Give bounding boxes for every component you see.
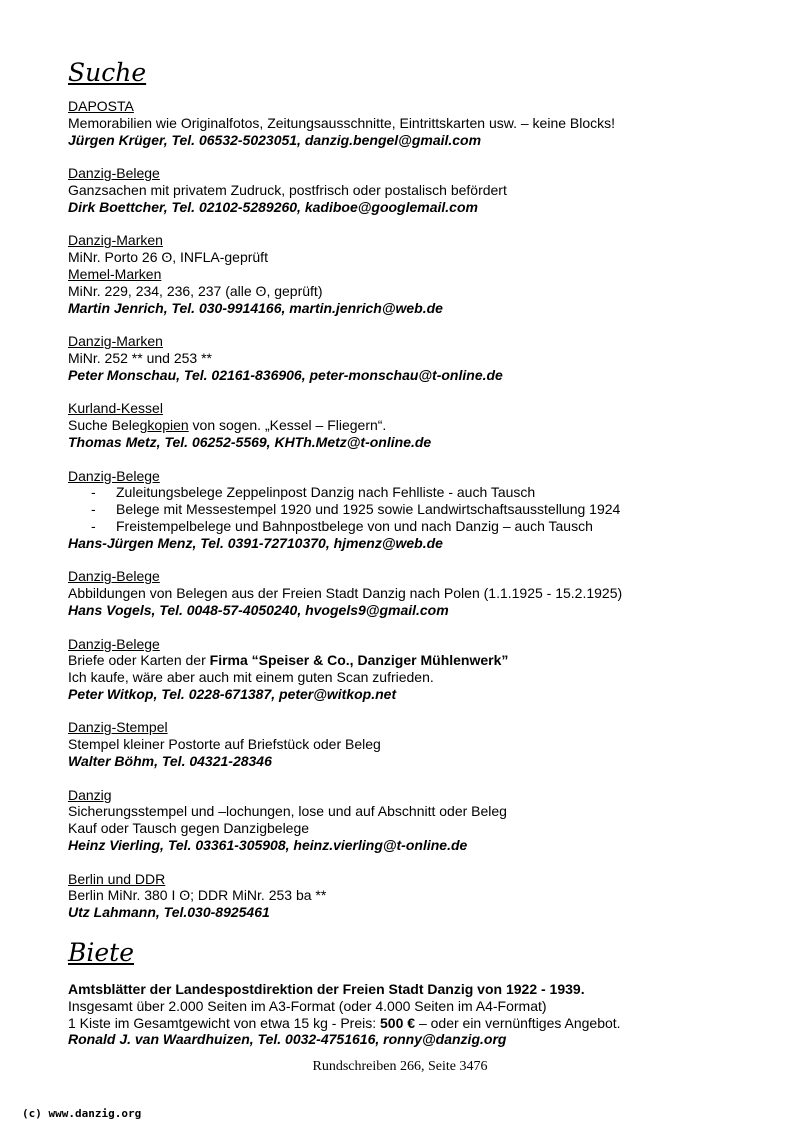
entry-bullet-list bbox=[68, 484, 768, 534]
entry-category: Danzig-Belege bbox=[68, 568, 160, 585]
wanted-entry bbox=[68, 787, 768, 854]
wanted-entry bbox=[68, 333, 768, 383]
entry-category: Danzig-Marken bbox=[68, 232, 163, 249]
page-footer: Rundschreiben 266, Seite 3476 bbox=[312, 1059, 488, 1074]
entry-contact: Heinz Vierling, Tel. 03361-305908, heinz.vierling@t-online.de bbox=[68, 837, 468, 854]
entry-text: Abbildungen von Belegen aus der Freien Stadt Danzig nach Polen (1.1.1925 - 15.2.1925) bbox=[68, 585, 623, 602]
entry-contact: Peter Monschau, Tel. 02161-836906, peter-monschau@t-online.de bbox=[68, 366, 503, 383]
offer-text-part: 1 Kiste im Gesamtgewicht von etwa 15 kg - Preis: bbox=[68, 1014, 381, 1031]
entry-category: Danzig bbox=[68, 786, 112, 803]
entry-contact: Walter Böhm, Tel. 04321-28346 bbox=[68, 753, 272, 770]
wanted-entry bbox=[68, 568, 768, 618]
entry-category: Danzig-Belege bbox=[68, 635, 160, 652]
entry-category: Danzig-Marken bbox=[68, 333, 163, 350]
entry-contact: Jürgen Krüger, Tel. 06532-5023051, danzig.bengel@gmail.com bbox=[68, 131, 482, 148]
entry-text: MiNr. 229, 234, 236, 237 (alle ʘ, geprüft) bbox=[68, 282, 323, 299]
entry-contact: Thomas Metz, Tel. 06252-5569, KHTh.Metz@t-online.de bbox=[68, 433, 432, 450]
entry-text-underlined: kopien bbox=[147, 417, 189, 434]
offer-entry bbox=[68, 981, 768, 1048]
entry-text: Sicherungsstempel und –lochungen, lose und auf Abschnitt oder Beleg bbox=[68, 803, 507, 820]
offer-text-part: – oder ein vernünftiges Angebot. bbox=[415, 1014, 621, 1031]
entry-category: DAPOSTA bbox=[68, 98, 134, 114]
entry-text: Berlin MiNr. 380 I ʘ; DDR MiNr. 253 ba ** bbox=[68, 887, 327, 904]
entry-category: Kurland-Kessel bbox=[68, 400, 163, 417]
wanted-entry bbox=[68, 468, 768, 552]
wanted-entry bbox=[68, 165, 768, 215]
section-heading-biete: Biete bbox=[68, 938, 135, 967]
wanted-list bbox=[68, 98, 768, 938]
entry-text: MiNr. 252 ** und 253 ** bbox=[68, 349, 212, 366]
copyright-notice: (c) www.danzig.org bbox=[22, 1107, 142, 1120]
entry-contact: Utz Lahmann, Tel.030-8925461 bbox=[68, 904, 270, 921]
list-item: - Freistempelbelege und Bahnpostbelege von und nach Danzig – auch Tausch bbox=[68, 518, 768, 535]
entry-contact: Hans Vogels, Tel. 0048-57-4050240, hvogels9@gmail.com bbox=[68, 601, 449, 618]
entry-text-part: Suche Beleg bbox=[68, 417, 148, 434]
entry-category: Danzig-Belege bbox=[68, 165, 160, 182]
entry-contact: Dirk Boettcher, Tel. 02102-5289260, kadiboe@googlemail.com bbox=[68, 198, 478, 215]
entry-text: Ganzsachen mit privatem Zudruck, postfrisch oder postalisch befördert bbox=[68, 181, 507, 198]
entry-text: Stempel kleiner Postorte auf Briefstück oder Beleg bbox=[68, 736, 381, 753]
offer-price: 500 € bbox=[380, 1014, 416, 1031]
entry-category: Danzig-Belege bbox=[68, 467, 160, 484]
entry-text-part: von sogen. „Kessel – Fliegern“. bbox=[188, 417, 387, 434]
entry-text bbox=[68, 417, 768, 434]
wanted-entry bbox=[68, 719, 768, 769]
entry-text: MiNr. Porto 26 ʘ, INFLA-geprüft bbox=[68, 249, 268, 266]
entry-contact: Peter Witkop, Tel. 0228-671387, peter@witkop.net bbox=[68, 685, 397, 702]
offer-text bbox=[68, 1015, 768, 1032]
wanted-entry bbox=[68, 400, 768, 450]
section-heading-suche: Suche bbox=[68, 58, 147, 87]
entry-category: Danzig-Stempel bbox=[68, 719, 168, 736]
entry-text: Ich kaufe, wäre aber auch mit einem guten Scan zufrieden. bbox=[68, 669, 434, 686]
entry-text-part: Briefe oder Karten der bbox=[68, 652, 210, 669]
entry-text: Kauf oder Tausch gegen Danzigbelege bbox=[68, 820, 310, 837]
wanted-entry bbox=[68, 98, 768, 148]
list-item: - Belege mit Messestempel 1920 und 1925 sowie Landwirtschaftsausstellung 1924 bbox=[68, 501, 768, 518]
list-item: - Zuleitungsbelege Zeppelinpost Danzig nach Fehlliste - auch Tausch bbox=[68, 484, 768, 501]
entry-contact: Hans-Jürgen Menz, Tel. 0391-72710370, hjmenz@web.de bbox=[68, 534, 443, 551]
entry-text-bold: Firma “Speiser & Co., Danziger Mühlenwerk” bbox=[209, 652, 509, 669]
entry-category: Memel-Marken bbox=[68, 265, 162, 282]
entry-contact: Martin Jenrich, Tel. 030-9914166, martin.jenrich@web.de bbox=[68, 299, 443, 316]
entry-category: Berlin und DDR bbox=[68, 870, 166, 887]
wanted-entry bbox=[68, 871, 768, 921]
wanted-entry bbox=[68, 232, 768, 316]
wanted-entry bbox=[68, 636, 768, 703]
entry-text: Memorabilien wie Originalfotos, Zeitungsausschnitte, Eintrittskarten usw. – keine Blocks! bbox=[68, 114, 616, 131]
offer-title: Amtsblätter der Landespostdirektion der Freien Stadt Danzig von 1922 - 1939. bbox=[68, 981, 585, 997]
entry-text bbox=[68, 652, 768, 669]
offer-text: Insgesamt über 2.000 Seiten im A3-Format (oder 4.000 Seiten im A4-Format) bbox=[68, 997, 547, 1014]
offer-contact: Ronald J. van Waardhuizen, Tel. 0032-4751616, ronny@danzig.org bbox=[68, 1031, 507, 1048]
